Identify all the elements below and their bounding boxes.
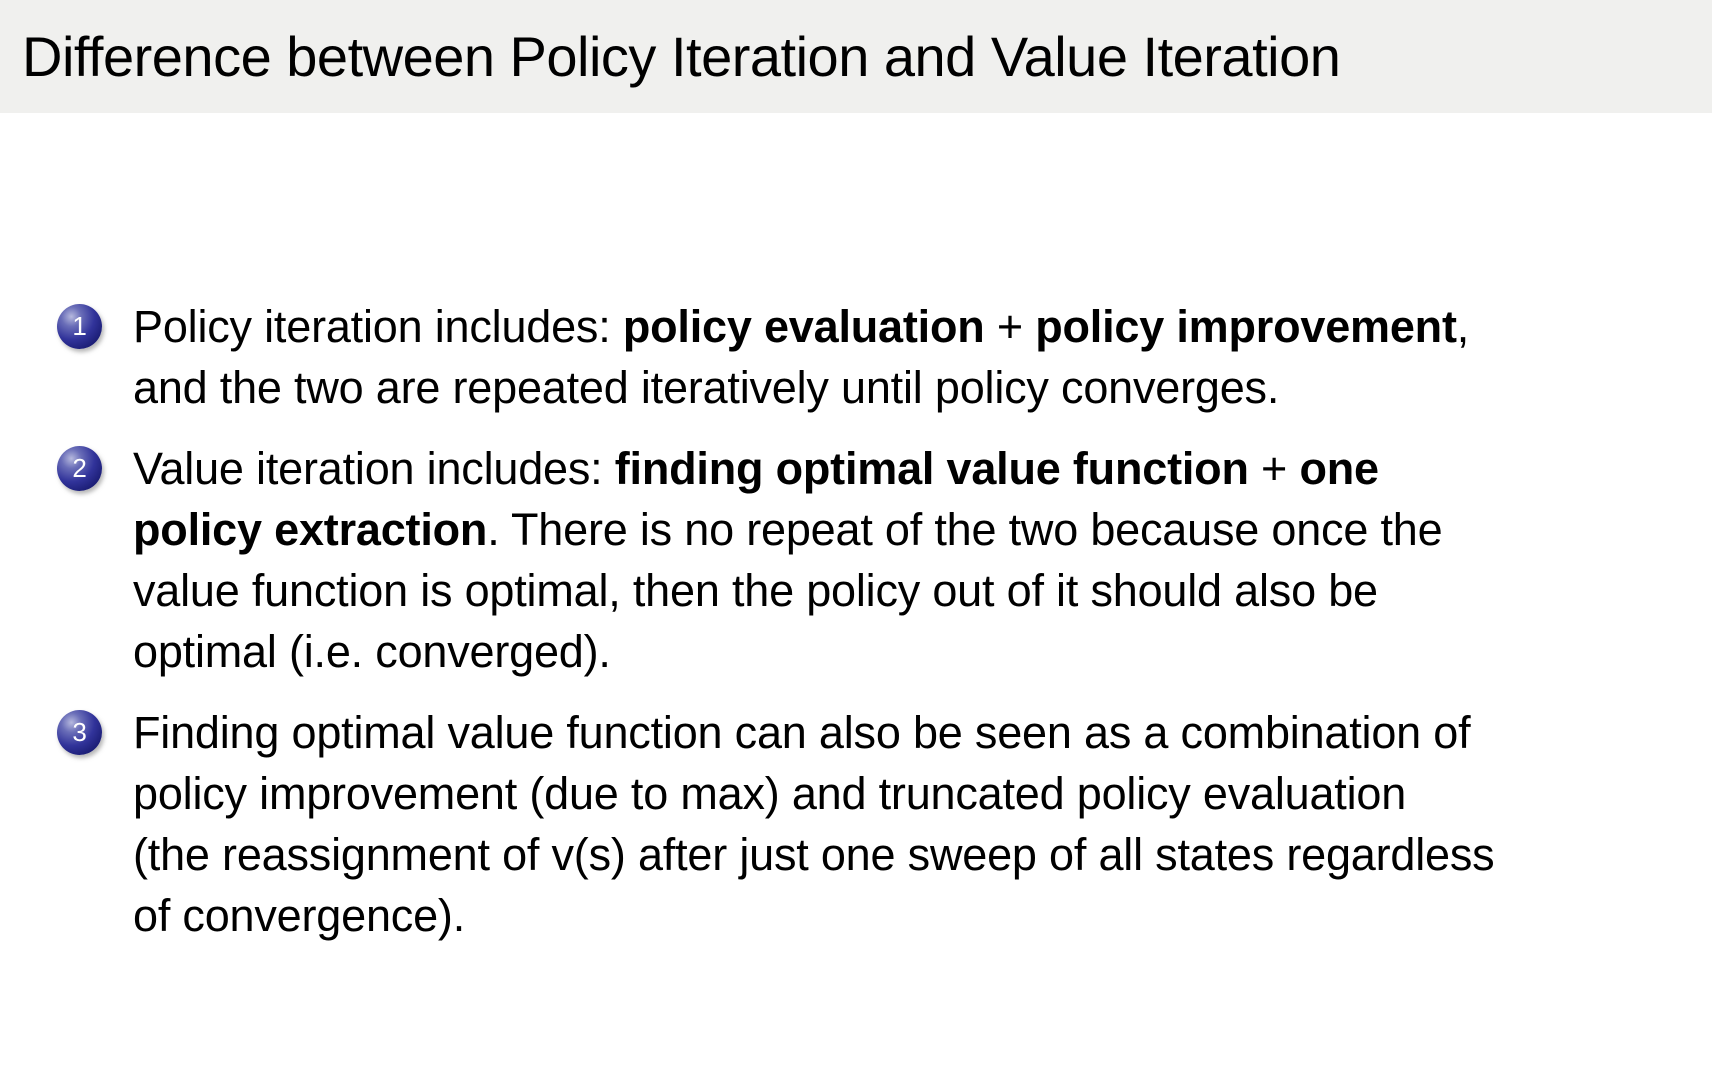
frametitle: Difference between Policy Iteration and Value Iteration xyxy=(22,25,1341,88)
list-item xyxy=(57,296,1676,418)
enumerate-ball-icon xyxy=(57,304,102,349)
enumerate-ball-icon xyxy=(57,446,102,491)
item-text: Finding optimal value function can also be seen as a combination of policy improvement (due to max) and truncated policy evaluation (the reassignment of v(s) after just one sweep of all states regardless of convergence). xyxy=(133,707,1495,941)
frametitle-bar xyxy=(0,0,1712,113)
slide-body xyxy=(0,113,1712,946)
item-number: 1 xyxy=(72,310,87,341)
item-number: 2 xyxy=(72,452,87,483)
enumerate-ball-icon xyxy=(57,710,102,755)
list-item xyxy=(57,438,1676,682)
bullet-list xyxy=(57,296,1676,946)
item-text: Policy iteration includes: policy evaluation + policy improvement, and the two are repeated iteratively until policy converges. xyxy=(133,301,1470,413)
list-item xyxy=(57,702,1676,946)
item-number: 3 xyxy=(72,716,87,747)
item-text: Value iteration includes: finding optimal value function + one policy extraction. There is no repeat of the two because once the value function is optimal, then the policy out of it should also be optimal (i.e. converged). xyxy=(133,443,1443,677)
